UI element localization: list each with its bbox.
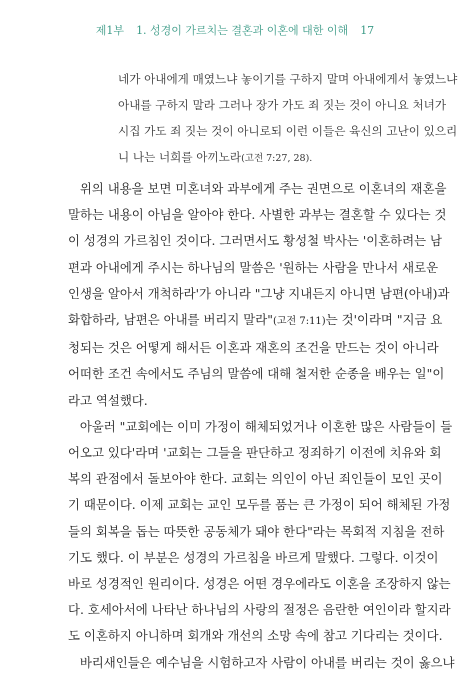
body-line: 다. 호세아서에 나타난 하나님의 사랑의 절정은 음란한 여인이라 할지라 [68, 602, 451, 618]
quote-line-last [118, 144, 418, 172]
page-number: 17 [360, 24, 375, 37]
part-label: 제1부 [95, 24, 125, 37]
body-line: 어오고 있다'라며 '교회는 그들을 판단하고 정죄하기 이전에 치유와 회 [68, 445, 442, 461]
quote-line: 네가 아내에게 매였느냐 놓이기를 구하지 말며 아내에게서 놓였느냐 [118, 72, 458, 86]
body-line: 청되는 것은 어떻게 해서든 이혼과 재혼의 조건을 만드는 것이 아니라 [68, 340, 439, 356]
body-line: 기도 했다. 이 부분은 성경의 가르침을 바르게 말했다. 그렇다. 이것이 [68, 549, 439, 565]
body-line: 라고 역설했다. [68, 392, 148, 408]
quote-text: 니 나는 너희를 아끼노라 [118, 150, 242, 164]
quote-line: 시집 가도 죄 짓는 것이 아니로되 이런 이들은 육신의 고난이 있으리 [118, 124, 458, 138]
chapter-title: 1. 성경이 가르치는 결혼과 이혼에 대한 이해 [136, 24, 349, 37]
quote-citation: (고전 7:27, 28). [241, 153, 313, 164]
body-text-segment: 는 것'이라며 "지금 요 [325, 312, 443, 328]
scripture-quote [118, 66, 458, 172]
body-line: 도 이혼하지 아니하며 회개와 개선의 소망 속에 참고 기다리는 것이다. [68, 628, 443, 644]
body-line: 말하는 내용이 아님을 알아야 한다. 사별한 과부는 결혼할 수 있다는 것 [68, 207, 447, 223]
body-line: 들의 회복을 돕는 따뜻한 공동체가 돼야 한다"라는 목회적 지침을 전하 [68, 523, 445, 539]
paragraph-3 [68, 650, 455, 676]
body-line: 이 성경의 가르침인 것이다. 그러면서도 황성철 박사는 '이혼하려는 남 [68, 233, 442, 249]
body-text [68, 176, 455, 676]
inline-citation: (고전 7:11) [272, 316, 326, 328]
body-line: 위의 내용을 보면 미혼녀와 과부에게 주는 권면으로 이혼녀의 재혼을 [68, 181, 447, 196]
quote-line: 아내를 구하지 말라 그러나 장가 가도 죄 짓는 것이 아니요 처녀가 [118, 98, 447, 112]
body-line: 아울러 "교회에는 이미 가정이 해체되었거나 이혼한 많은 사람들이 들 [68, 418, 453, 434]
body-line: 바로 성경적인 원리이다. 성경은 어떤 경우에라도 이혼을 조장하지 않는 [68, 576, 451, 592]
body-text-segment: 화합하라, 남편은 아내를 버리지 말라" [68, 312, 273, 328]
running-header [0, 22, 470, 38]
body-line: 인생을 알아서 개척하라'가 아니라 "그냥 지내든지 아니면 남편(아내)과 [68, 285, 450, 301]
body-line: 편과 아내에게 주시는 하나님의 말씀은 '원하는 사람을 만나서 새로운 [68, 259, 439, 275]
body-line: 어떠한 조건 속에서도 주님의 말씀에 대해 철저한 순종을 배우는 일"이 [68, 366, 445, 382]
paragraph-1 [68, 176, 450, 414]
body-line-with-citation [68, 307, 443, 335]
body-line: 복의 관점에서 돌보아야 한다. 교회는 의인이 아닌 죄인들이 모인 곳이 [68, 471, 443, 487]
body-line: 바리새인들은 예수님을 시험하고자 사람이 아내를 버리는 것이 옳으냐 [68, 654, 455, 670]
paragraph-2 [68, 414, 453, 650]
body-line: 기 때문이다. 이제 교회는 교인 모두를 품는 큰 가정이 되어 해체된 가정 [68, 497, 451, 513]
